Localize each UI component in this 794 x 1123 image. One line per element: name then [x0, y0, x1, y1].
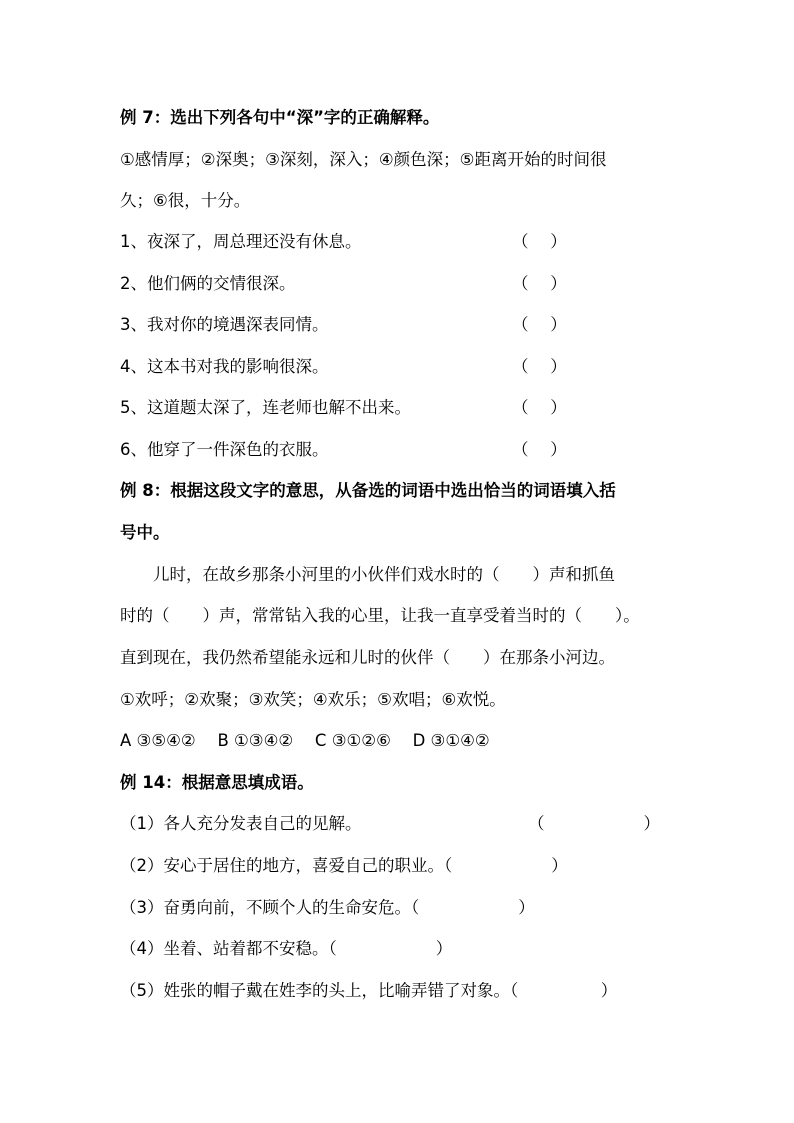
- ex7-item-5: 5、这道题太深了，连老师也解不出来。: [120, 398, 411, 417]
- ex7-options-line-2: 久；⑥很，十分。: [120, 191, 251, 210]
- ex7-options-line-1: ①感情厚；②深奥；③深刻，深入；④颜色深；⑤距离开始的时间很: [120, 150, 607, 169]
- ex7-item-4-blank[interactable]: （ ）: [512, 357, 567, 376]
- ex7-item-3: 3、我对你的境遇深表同情。: [120, 315, 329, 334]
- ex7-title: 例 7：选出下列各句中“深”字的正确解释。: [120, 108, 440, 127]
- ex14-item-2: （2）安心于居住的地方，喜爱自己的职业。（ ）: [120, 856, 568, 875]
- ex7-item-2-blank[interactable]: （ ）: [512, 274, 567, 293]
- ex14-item-3: （3）奋勇向前，不顾个人的生命安危。（ ）: [120, 898, 535, 917]
- ex8-paragraph-line-2: 时的（ ）声，常常钻入我的心里，让我一直享受着当时的（ ）。: [120, 606, 640, 625]
- ex8-title-line-2: 号中。: [120, 523, 170, 542]
- ex8-paragraph-line-1: 儿时，在故乡那条小河里的小伙伴们戏水时的（ ）声和抓鱼: [120, 565, 615, 584]
- ex8-title-line-1: 例 8：根据这段文字的意思，从备选的词语中选出恰当的词语填入括: [120, 481, 616, 500]
- ex7-item-4: 4、这本书对我的影响很深。: [120, 357, 329, 376]
- ex7-item-1-blank[interactable]: （ ）: [512, 232, 567, 251]
- ex14-title: 例 14：根据意思填成语。: [120, 773, 314, 792]
- ex7-item-6: 6、他穿了一件深色的衣服。: [120, 440, 329, 459]
- ex8-word-options: ①欢呼；②欢聚；③欢笑；④欢乐；⑤欢唱；⑥欢悦。: [120, 690, 506, 709]
- ex7-item-1: 1、夜深了，周总理还没有休息。: [120, 232, 362, 251]
- ex14-item-5: （5）姓张的帽子戴在姓李的头上，比喻弄错了对象。（ ）: [120, 981, 618, 1000]
- ex7-item-2: 2、他们俩的交情很深。: [120, 274, 296, 293]
- ex14-item-1: （1）各人充分发表自己的见解。: [120, 814, 362, 833]
- ex14-item-4: （4）坐着、站着都不安稳。（ ）: [120, 939, 453, 958]
- ex7-item-3-blank[interactable]: （ ）: [512, 315, 567, 334]
- ex7-item-6-blank[interactable]: （ ）: [512, 440, 567, 459]
- ex7-item-5-blank[interactable]: （ ）: [512, 398, 567, 417]
- ex8-answer-choices: A ③⑤④② B ①③④② C ③①②⑥ D ③①④②: [120, 731, 490, 750]
- ex8-paragraph-line-3: 直到现在，我仍然希望能永远和儿时的伙伴（ ）在那条小河边。: [120, 648, 615, 667]
- ex14-item-1-blank[interactable]: （ ）: [528, 814, 660, 833]
